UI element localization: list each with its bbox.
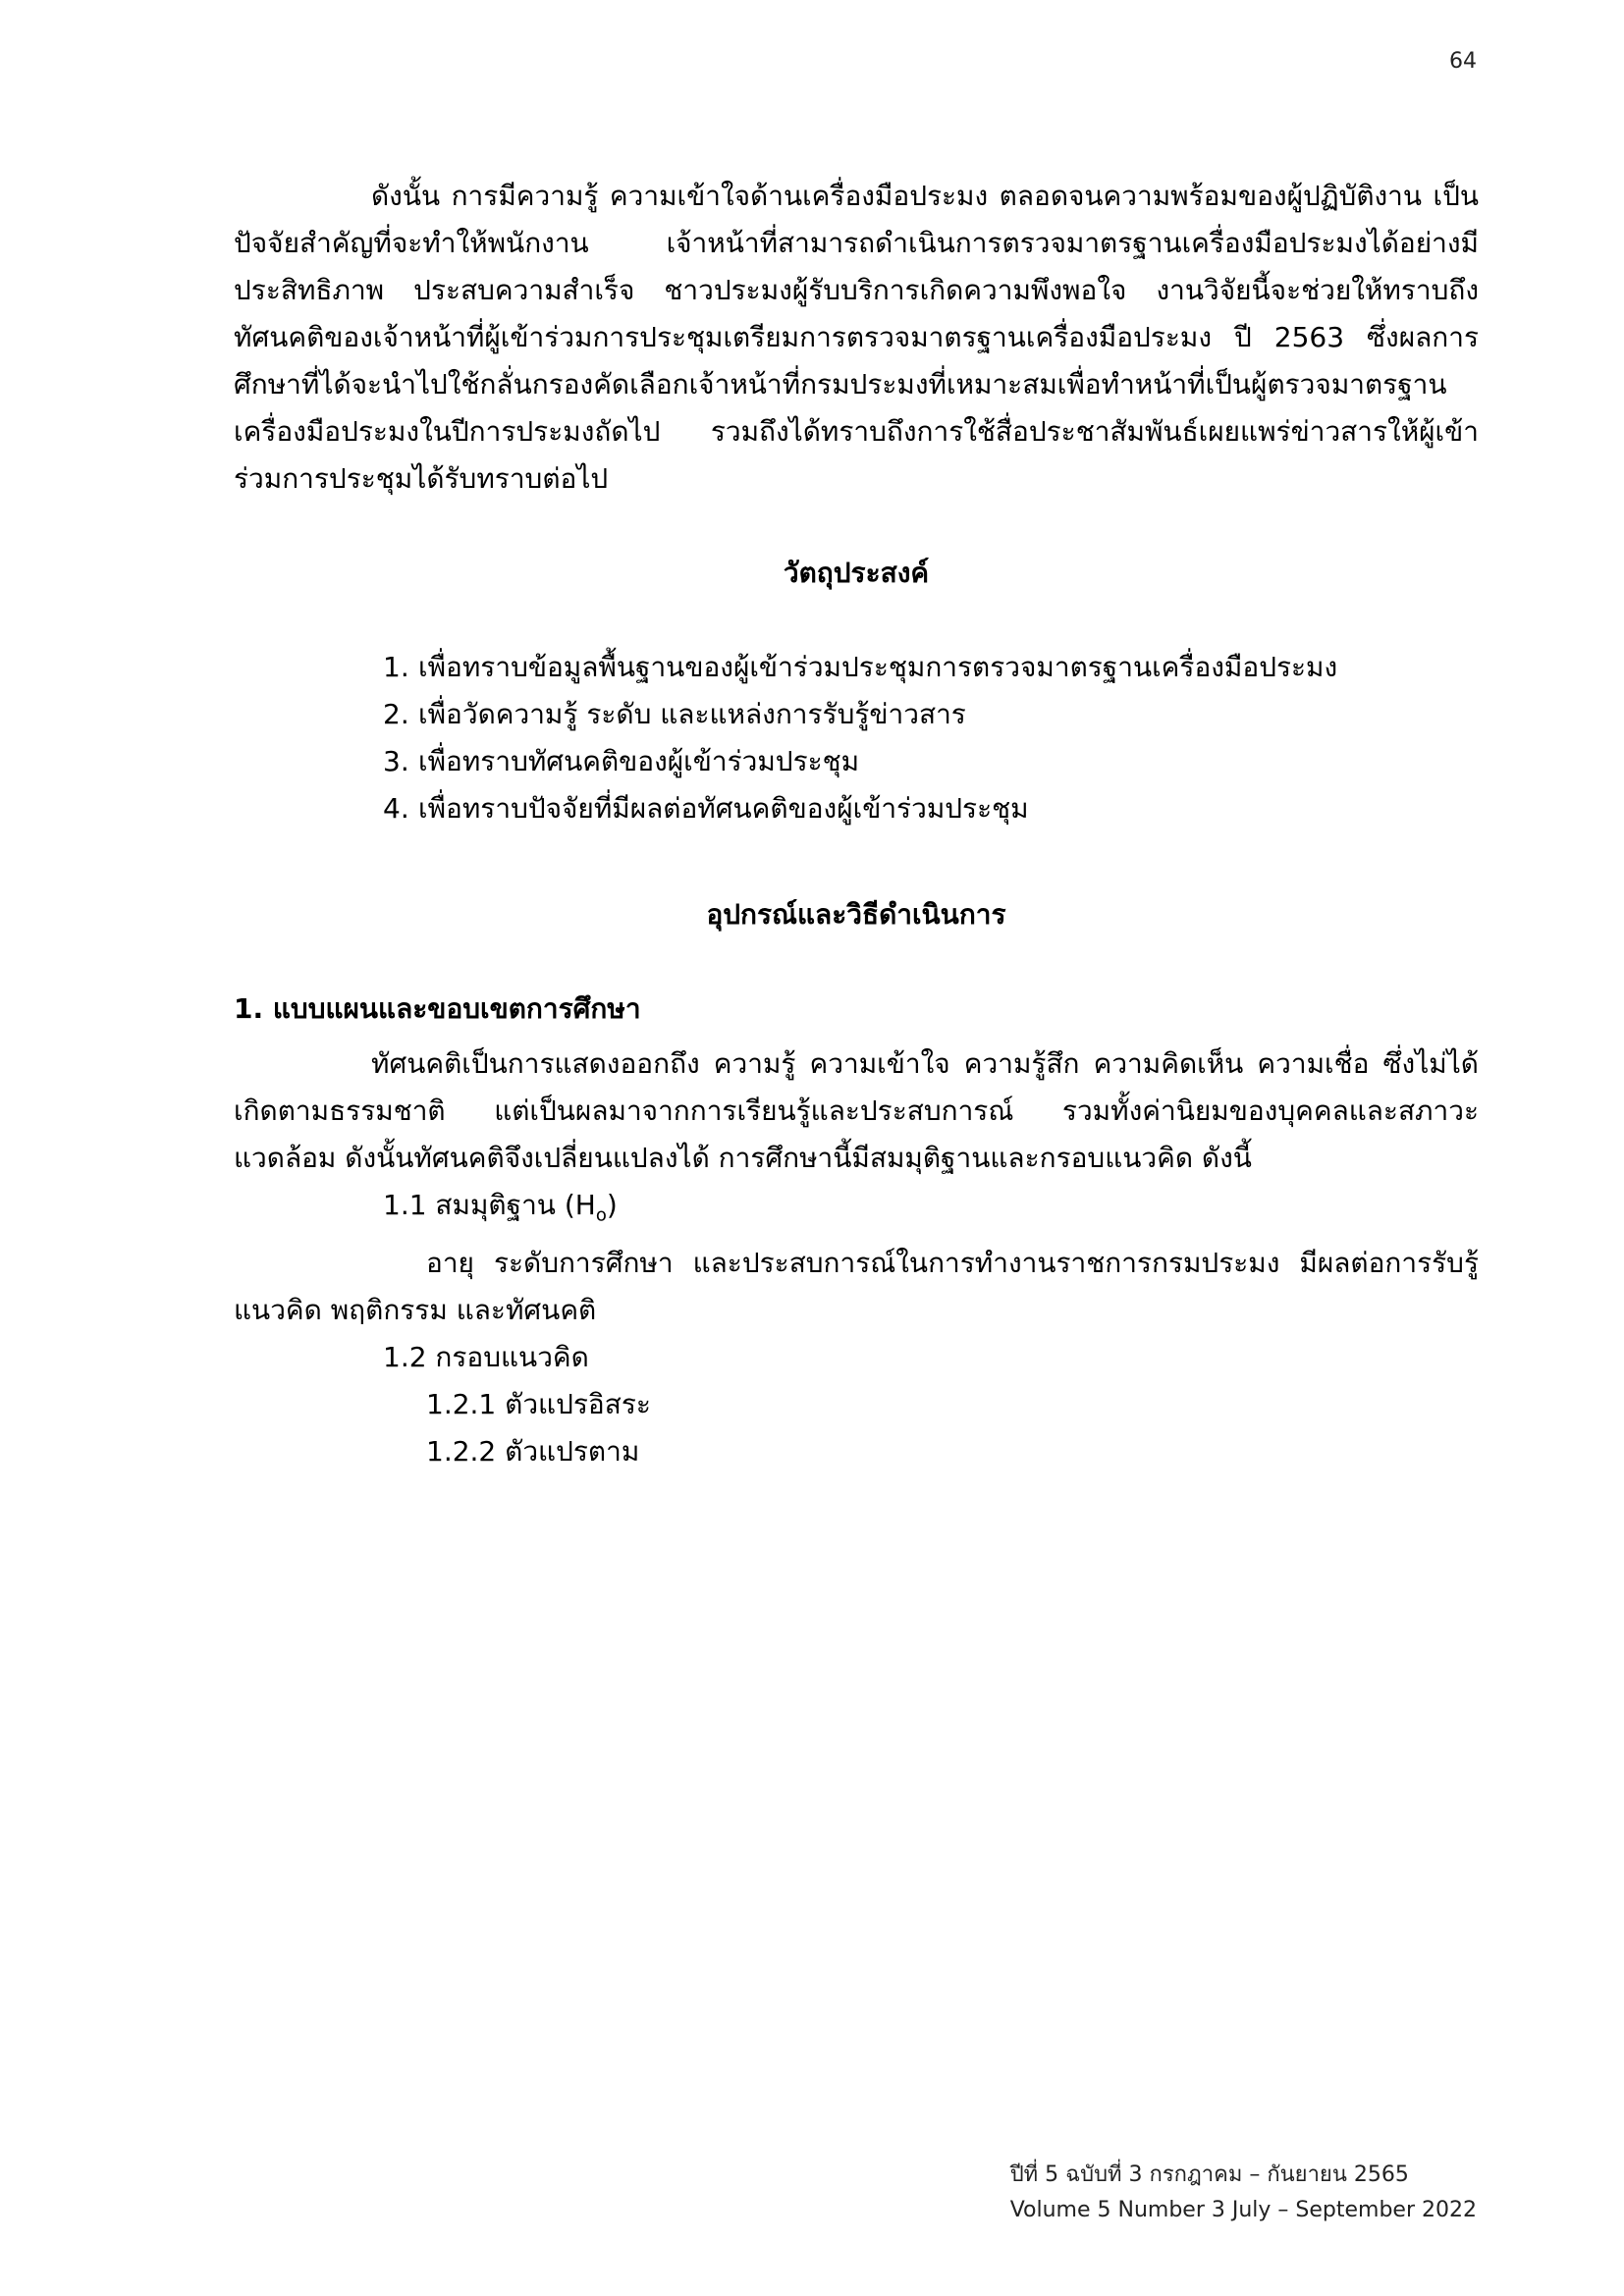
objectives-list [234,644,1479,832]
objective-text: เพื่อทราบปัจจัยที่มีผลต่อทัศนคติของผู้เข้าร่วมประชุม [418,792,1029,825]
document-body [234,173,1479,1475]
framework-item: 1.2.1 ตัวแปรอิสระ [426,1387,651,1420]
objective-text: เพื่อทราบทัศนคติของผู้เข้าร่วมประชุม [418,745,860,777]
framework-item: 1.2.2 ตัวแปรตาม [426,1434,640,1468]
objective-text: เพื่อวัดความรู้ ระดับ และแหล่งการรับรู้ข่าวสาร [418,698,966,730]
hypothesis-label [234,1182,1479,1240]
objective-number: 4. [383,792,409,825]
objective-item [383,738,1479,785]
page-number: 64 [1449,49,1477,74]
hypothesis-label-close: ) [606,1189,618,1221]
objective-number: 3. [383,745,409,777]
footer-english-line: Volume 5 Number 3 July – September 2022 [1009,2198,1477,2222]
methods-heading: อุปกรณ์และวิธีดำเนินการ [706,898,1006,931]
hypothesis-text: อายุ ระดับการศึกษา และประสบการณ์ในการทำงานราชการกรมประมง มีผลต่อการรับรู้ แนวคิด พฤติกรรม และทัศนคติ [234,1246,1479,1326]
objectives-heading: วัตถุประสงค์ [783,557,930,589]
objective-item [383,644,1479,691]
objective-number: 1. [383,651,409,683]
objective-item [383,691,1479,738]
section-heading: 1. แบบแผนและขอบเขตการศึกษา [234,992,641,1025]
journal-footer [1010,2158,1477,2228]
objective-text: เพื่อทราบข้อมูลพื้นฐานของผู้เข้าร่วมประชุมการตรวจมาตรฐานเครื่องมือประมง [418,651,1338,683]
hypothesis-subscript: o [595,1204,607,1226]
intro-paragraph: ดังนั้น การมีความรู้ ความเข้าใจด้านเครื่องมือประมง ตลอดจนความพร้อมของผู้ปฏิบัติงาน เป็นปัจจัยสำคัญที่จะทำให้พนักงาน เจ้าหน้าที่สามารถดำเนินการตรวจมาตรฐานเครื่องมือประมงได้อย่างมีประสิทธิภาพ ประสบความสำเร็จ ชาวประมงผู้รับบริการเกิดความพึงพอใจ งานวิจัยนี้จะช่วยให้ทราบถึงทัศนคติของเจ้าหน้าที่ผู้เข้าร่วมการประชุมเตรียมการตรวจมาตรฐานเครื่องมือประมง ปี 2563 ซึ่งผลการศึกษาที่ได้จะนำไปใช้กลั่นกรองคัดเลือกเจ้าหน้าที่กรมประมงที่เหมาะสมเพื่อทำหน้าที่เป็นผู้ตรวจมาตรฐานเครื่องมือประมงในปีการประมงถัดไป รวมถึงได้ทราบถึงการใช้สื่อประชาสัมพันธ์เผยแพร่ข่าวสารให้ผู้เข้าร่วมการประชุมได้รับทราบต่อไป [234,180,1479,495]
hypothesis-label-text: 1.1 สมมุติฐาน (H [383,1189,596,1221]
section-paragraph: ทัศนคติเป็นการแสดงออกถึง ความรู้ ความเข้าใจ ความรู้สึก ความคิดเห็น ความเชื่อ ซึ่งไม่ได้เกิดตามธรรมชาติ แต่เป็นผลมาจากการเรียนรู้และประสบการณ์ รวมทั้งค่านิยมของบุคคลและสภาวะแวดล้อม ดังนั้นทัศนคติจึงเปลี่ยนแปลงได้ การศึกษานี้มีสมมุติฐานและกรอบแนวคิด ดังนี้ [234,1047,1479,1174]
footer-thai-line: ปีที่ 5 ฉบับที่ 3 กรกฎาคม – กันยายน 2565 [1009,2163,1409,2187]
objective-number: 2. [383,698,409,730]
framework-label: 1.2 กรอบแนวคิด [383,1340,589,1373]
objective-item [383,785,1479,832]
